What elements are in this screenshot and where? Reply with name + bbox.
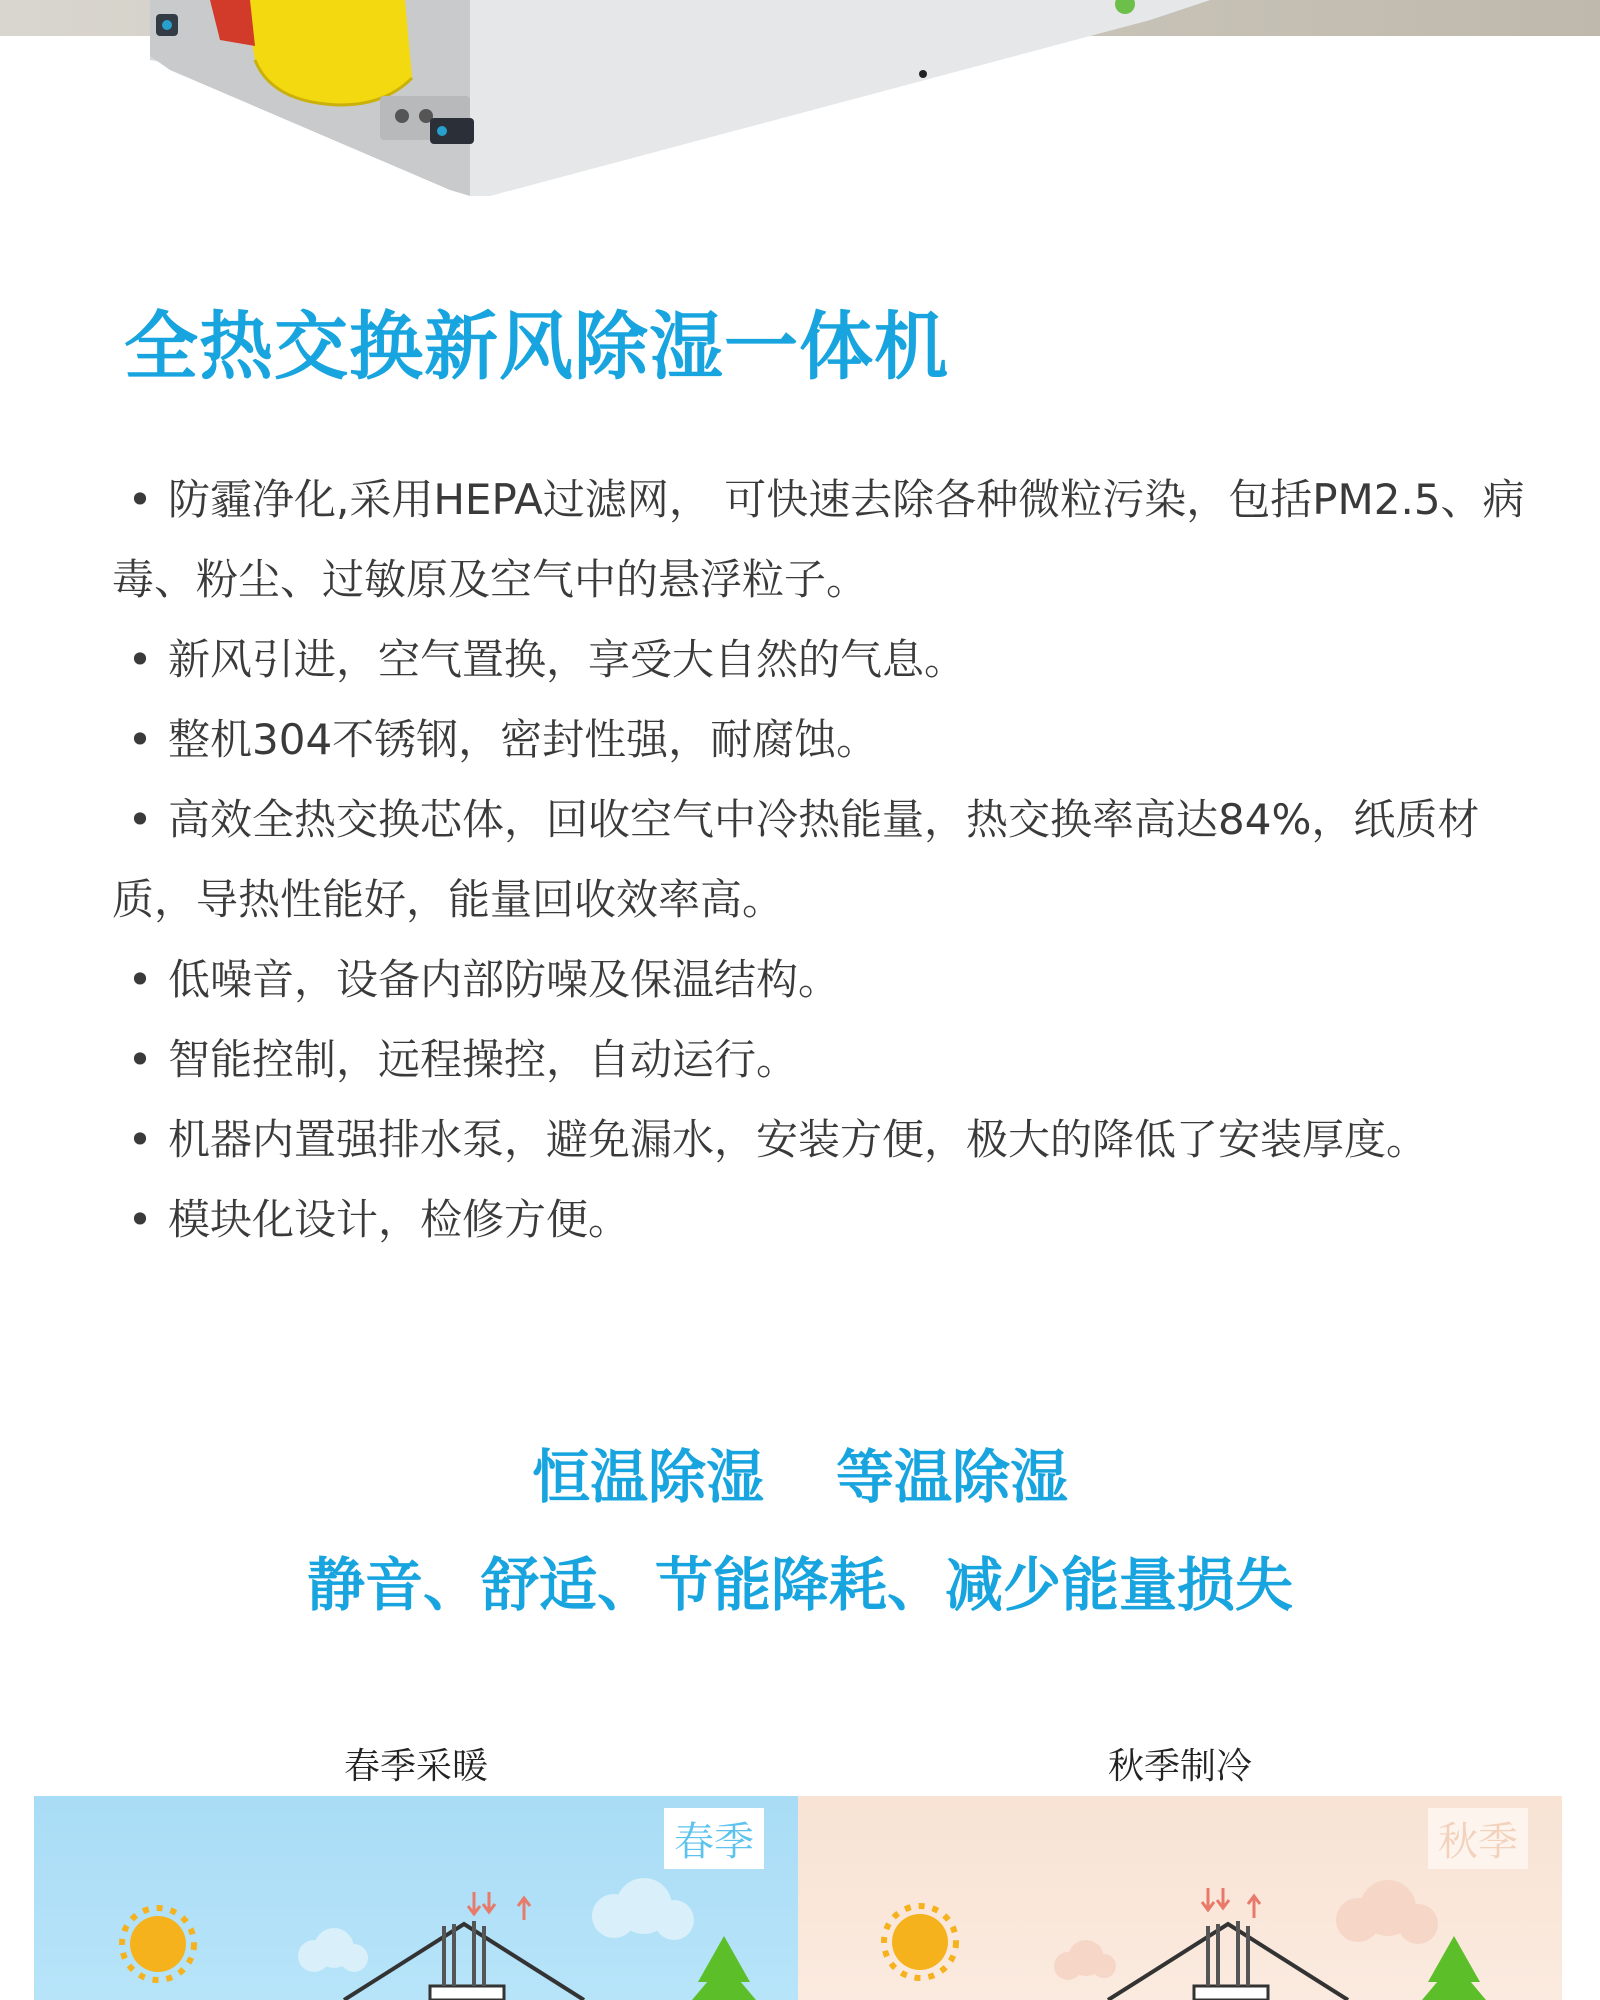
tree-icon: [692, 1936, 756, 2000]
bullet: •: [127, 715, 153, 764]
feature-item: • 整机304不锈钢，密封性强，耐腐蚀。: [112, 700, 1562, 780]
spring-illustration: [34, 1796, 798, 2000]
feature-item: • 新风引进，空气置换，享受大自然的气息。: [112, 620, 1562, 700]
feature-item: • 模块化设计，检修方便。: [112, 1180, 1562, 1260]
bullet: •: [127, 955, 153, 1004]
sun-icon: [884, 1906, 956, 1978]
arrows-icon: [468, 1892, 530, 1920]
autumn-badge: 秋季: [1428, 1808, 1528, 1869]
feature-item: • 防霾净化,采用HEPA过滤网， 可快速去除各种微粒污染，包括PM2.5、病毒、粉尘、过敏原及空气中的悬浮粒子。: [112, 460, 1562, 620]
feature-item: • 机器内置强排水泵，避免漏水，安装方便，极大的降低了安装厚度。: [112, 1100, 1562, 1180]
feature-item: • 智能控制，远程操控，自动运行。: [112, 1020, 1562, 1100]
product-machine-image: [150, 0, 1210, 200]
sun-icon: [122, 1908, 194, 1980]
bullet: •: [127, 1035, 153, 1084]
slogan-line-2: 静音、舒适、节能降耗、减少能量损失: [306, 1551, 1293, 1619]
bullet: •: [127, 795, 153, 844]
bullet: •: [127, 475, 153, 524]
slogan-isothermal: 等温除湿: [836, 1443, 1069, 1511]
cloud-icon: [298, 1878, 694, 1972]
bullet: •: [127, 1195, 153, 1244]
autumn-label: 秋季制冷: [1107, 1746, 1252, 1787]
tree-icon: [1422, 1936, 1486, 2000]
autumn-illustration: [798, 1796, 1562, 2000]
feature-list: [112, 460, 1562, 1260]
house-icon: [344, 1921, 584, 2000]
spring-label: 春季采暖: [343, 1746, 488, 1787]
feature-item: • 低噪音，设备内部防噪及保温结构。: [112, 940, 1562, 1020]
spring-badge: 春季: [664, 1808, 764, 1869]
slogan-line-1: [0, 1430, 1600, 1514]
feature-item: • 高效全热交换芯体，回收空气中冷热能量，热交换率高达84%，纸质材质，导热性能好，能量回收效率高。: [112, 780, 1562, 940]
bullet: •: [127, 635, 153, 684]
product-title: 全热交换新风除湿一体机: [124, 304, 949, 390]
bullet: •: [127, 1115, 153, 1164]
house-icon: [1108, 1921, 1348, 2000]
arrows-icon: [1202, 1888, 1260, 1918]
slogan-constant-temp: 恒温除湿: [531, 1443, 764, 1511]
